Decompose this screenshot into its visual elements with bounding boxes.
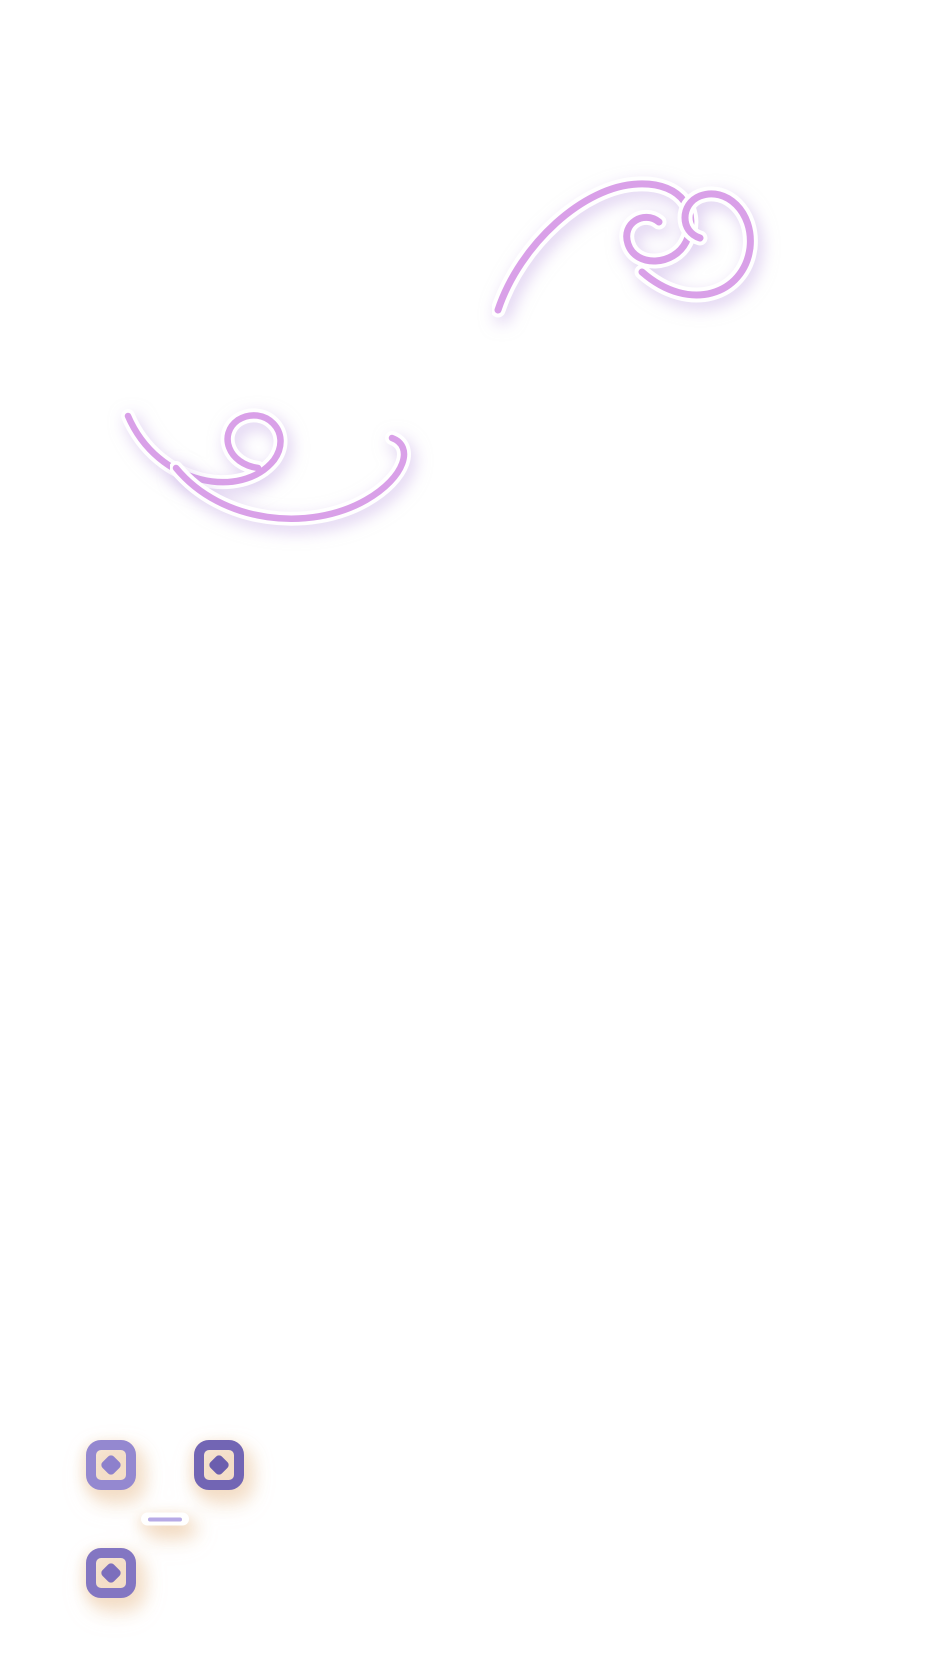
qr-center-logo-bar: [148, 1518, 182, 1522]
qr-finder-bottom-left-icon: [86, 1548, 136, 1598]
qr-code: [86, 1440, 244, 1598]
qr-center-logo: [141, 1513, 189, 1526]
qr-finder-top-right-icon: [194, 1440, 244, 1490]
qr-finder-top-left-icon: [86, 1440, 136, 1490]
title-word-chuyen: [477, 275, 832, 519]
